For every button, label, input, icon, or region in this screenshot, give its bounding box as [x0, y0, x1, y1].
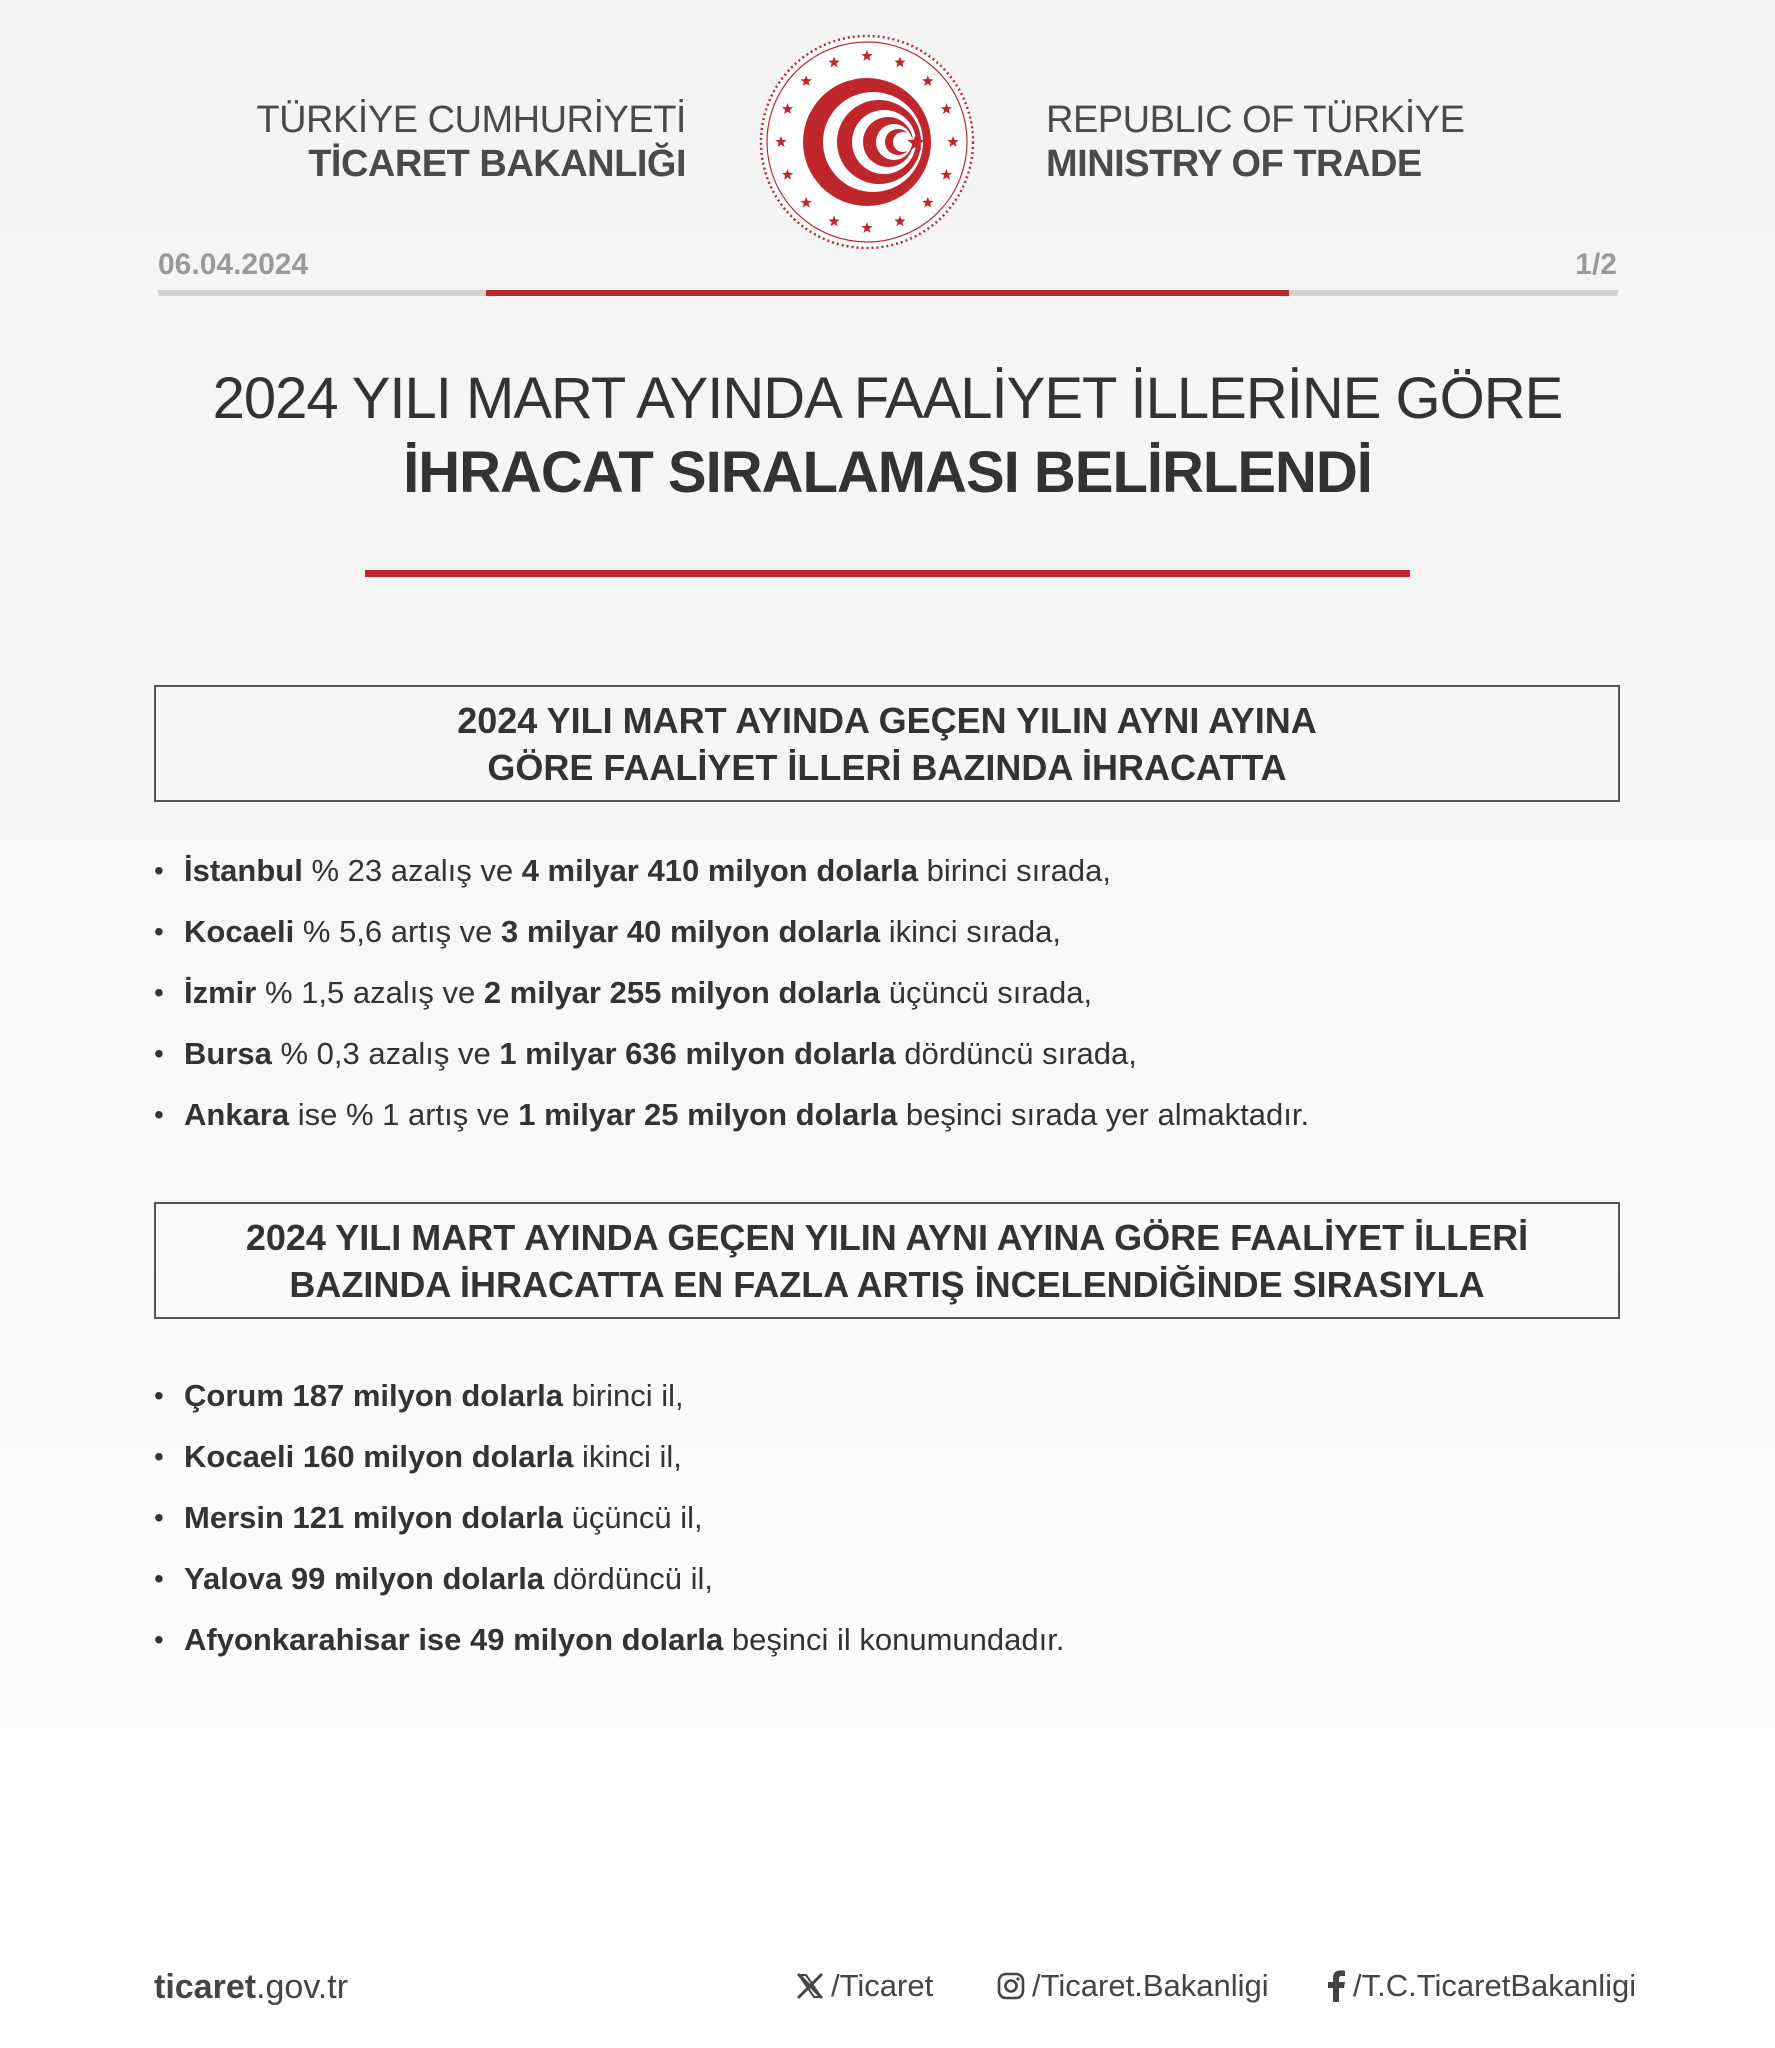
list-item [154, 1426, 1620, 1487]
section2-heading-line-2: BAZINDA İHRACATTA EN FAZLA ARTIŞ İNCELENDİĞİNDE SIRASIYLA [289, 1263, 1485, 1305]
city-name: İstanbul [184, 853, 303, 888]
title-line-1: 2024 YILI MART AYINDA FAALİYET İLLERİNE GÖRE [212, 366, 1563, 431]
header-country-tr: TÜRKİYE CUMHURİYETİ [256, 99, 686, 141]
change-text: % 23 azalış ve [302, 853, 522, 888]
rank-text: ikinci sırada, [880, 914, 1062, 949]
change-text: ise % 1 artış ve [289, 1097, 519, 1132]
bullet-icon: • [154, 1099, 164, 1130]
list-item [154, 1084, 1620, 1145]
bullet-icon: • [154, 1038, 164, 1069]
section1-heading-line-2: GÖRE FAALİYET İLLERİ BAZINDA İHRACATTA [487, 746, 1287, 788]
list-item [154, 1023, 1620, 1084]
divider-red-accent [486, 290, 1289, 296]
rank-text: birinci il, [563, 1378, 684, 1413]
header-ministry-en [1046, 98, 1586, 186]
bullet-icon: • [154, 1441, 164, 1472]
rank-text: dördüncü il, [544, 1561, 713, 1596]
city-amount: Çorum 187 milyon dolarla [184, 1378, 563, 1413]
section2-heading-line-1: 2024 YILI MART AYINDA GEÇEN YILIN AYNI AYINA GÖRE FAALİYET İLLERİ [245, 1216, 1529, 1258]
bullet-icon: • [154, 1563, 164, 1594]
header-ministry-name-en: MINISTRY OF TRADE [1046, 143, 1422, 185]
list-item [154, 1365, 1620, 1426]
city-name: İzmir [184, 975, 257, 1010]
rank-text: üçüncü sırada, [880, 975, 1093, 1010]
facebook-social-link[interactable] [1325, 1968, 1636, 2004]
city-name: Ankara [184, 1097, 290, 1132]
title-underline [365, 570, 1410, 577]
section2-heading-box [154, 1202, 1620, 1319]
section2-list [154, 1365, 1620, 1670]
export-amount: 1 milyar 25 milyon dolarla [518, 1097, 898, 1132]
list-item [154, 962, 1620, 1023]
rank-text: beşinci sırada yer almaktadır. [897, 1097, 1310, 1132]
city-amount: Kocaeli 160 milyon dolarla [184, 1439, 574, 1474]
instagram-handle: /Ticaret.Bakanligi [1032, 1968, 1269, 2003]
city-amount: Mersin 121 milyon dolarla [184, 1500, 564, 1535]
export-amount: 1 milyar 636 milyon dolarla [499, 1036, 896, 1071]
bullet-icon: • [154, 1380, 164, 1411]
header-ministry-name-tr: TİCARET BAKANLIĞI [308, 143, 686, 185]
ministry-seal-emblem [758, 33, 976, 251]
list-item [154, 1609, 1620, 1670]
export-amount: 4 milyar 410 milyon dolarla [521, 853, 918, 888]
change-text: % 5,6 artış ve [294, 914, 502, 949]
list-item [154, 901, 1620, 962]
city-name: Bursa [184, 1036, 272, 1071]
website-name: ticaret [154, 1968, 257, 2006]
section1-heading-box [154, 685, 1620, 802]
city-amount: Afyonkarahisar ise 49 milyon dolarla [184, 1622, 724, 1657]
website-link[interactable] [154, 1968, 348, 2007]
rank-text: üçüncü il, [563, 1500, 703, 1535]
export-amount: 3 milyar 40 milyon dolarla [501, 914, 881, 949]
x-logo-icon [795, 1971, 825, 2001]
list-item [154, 840, 1620, 901]
x-handle: /Ticaret [831, 1968, 934, 2003]
rank-text: dördüncü sırada, [895, 1036, 1137, 1071]
page-title [0, 362, 1775, 510]
header-country-en: REPUBLIC OF TÜRKİYE [1046, 99, 1465, 141]
export-amount: 2 milyar 255 milyon dolarla [483, 975, 881, 1010]
facebook-handle: /T.C.TicaretBakanligi [1353, 1968, 1637, 2003]
instagram-social-link[interactable] [996, 1968, 1269, 2004]
instagram-logo-icon [996, 1971, 1026, 2001]
bullet-icon: • [154, 1502, 164, 1533]
section1-heading-line-1: 2024 YILI MART AYINDA GEÇEN YILIN AYNI AYINA [457, 699, 1317, 741]
change-text: % 1,5 azalış ve [256, 975, 484, 1010]
website-domain: .gov.tr [256, 1968, 349, 2006]
publish-date: 06.04.2024 [158, 248, 309, 281]
bullet-icon: • [154, 916, 164, 947]
city-name: Kocaeli [184, 914, 295, 949]
facebook-logo-icon [1325, 1970, 1347, 2002]
title-line-2: İHRACAT SIRALAMASI BELİRLENDİ [403, 440, 1372, 505]
page-indicator: 1/2 [1575, 248, 1617, 281]
city-amount: Yalova 99 milyon dolarla [184, 1561, 545, 1596]
change-text: % 0,3 azalış ve [271, 1036, 500, 1071]
bullet-icon: • [154, 977, 164, 1008]
section1-list [154, 840, 1620, 1145]
header-ministry-tr [150, 98, 686, 186]
bullet-icon: • [154, 855, 164, 886]
rank-text: ikinci il, [573, 1439, 682, 1474]
rank-text: beşinci il konumundadır. [723, 1622, 1065, 1657]
list-item [154, 1487, 1620, 1548]
list-item [154, 1548, 1620, 1609]
rank-text: birinci sırada, [917, 853, 1111, 888]
bullet-icon: • [154, 1624, 164, 1655]
x-social-link[interactable] [795, 1968, 933, 2004]
